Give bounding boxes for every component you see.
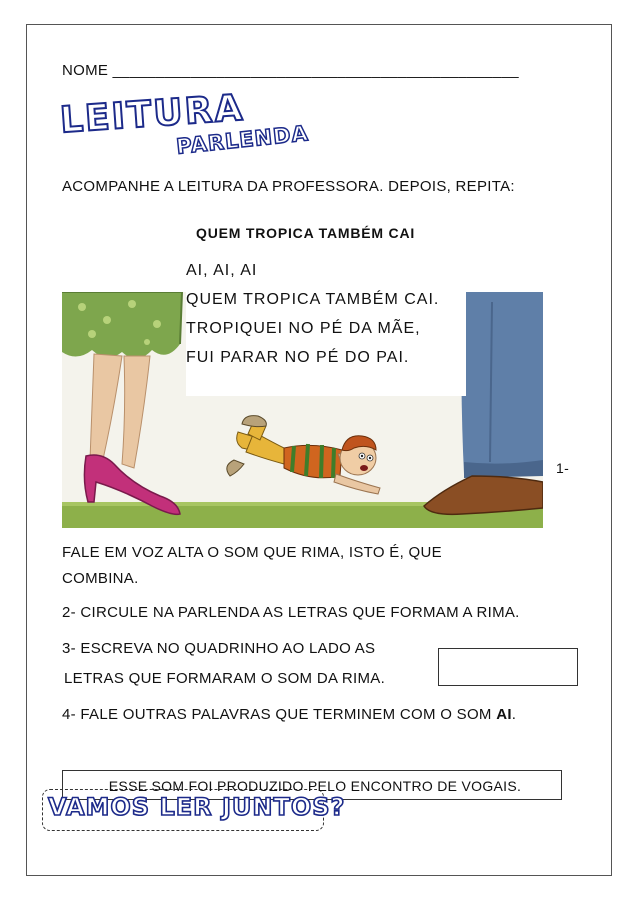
parlenda-subtitle: PARLENDA [175, 121, 310, 159]
question-4-end: . [511, 706, 517, 723]
question-1-line-2: COMBINA. [62, 570, 139, 587]
poem-line: FUI PARAR NO PÉ DO PAI. [186, 349, 410, 366]
poem-line: AI, AI, AI [186, 262, 258, 279]
poem-line: QUEM TROPICA TAMBÉM CAI. [186, 291, 440, 308]
vamos-ler-juntos-title: VAMOS LER JUNTOS? [48, 793, 346, 821]
question-3-line-1: 3- ESCREVA NO QUADRINHO AO LADO AS [62, 640, 376, 657]
question-1-number: 1- [556, 460, 570, 476]
question-1-line-1: FALE EM VOZ ALTA O SOM QUE RIMA, ISTO É, QUE [62, 544, 442, 561]
jeans [461, 292, 543, 474]
question-3-line-2: LETRAS QUE FORMARAM O SOM DA RIMA. [64, 670, 386, 687]
poem-box [186, 258, 466, 396]
question-4-text: 4- FALE OUTRAS PALAVRAS QUE TERMINEM COM O SOM [62, 706, 497, 723]
answer-box[interactable] [438, 648, 578, 686]
name-field-label: NOME _______________________________________________ [62, 62, 519, 79]
dress [62, 292, 182, 359]
poem-line: TROPIQUEI NO PÉ DA MÃE, [186, 320, 421, 337]
question-4 [62, 706, 516, 723]
instruction-text: ACOMPANHE A LEITURA DA PROFESSORA. DEPOIS, REPITA: [62, 178, 515, 195]
question-4-bold-sound: AI [496, 706, 512, 723]
poem-title: QUEM TROPICA TAMBÉM CAI [196, 225, 416, 241]
question-2: 2- CIRCULE NA PARLENDA AS LETRAS QUE FORMAM A RIMA. [62, 604, 520, 621]
leitura-title: LEITURA [58, 87, 246, 142]
vowel-note-box: ESSE SOM FOI PRODUZIDO PELO ENCONTRO DE VOGAIS. [62, 770, 562, 800]
